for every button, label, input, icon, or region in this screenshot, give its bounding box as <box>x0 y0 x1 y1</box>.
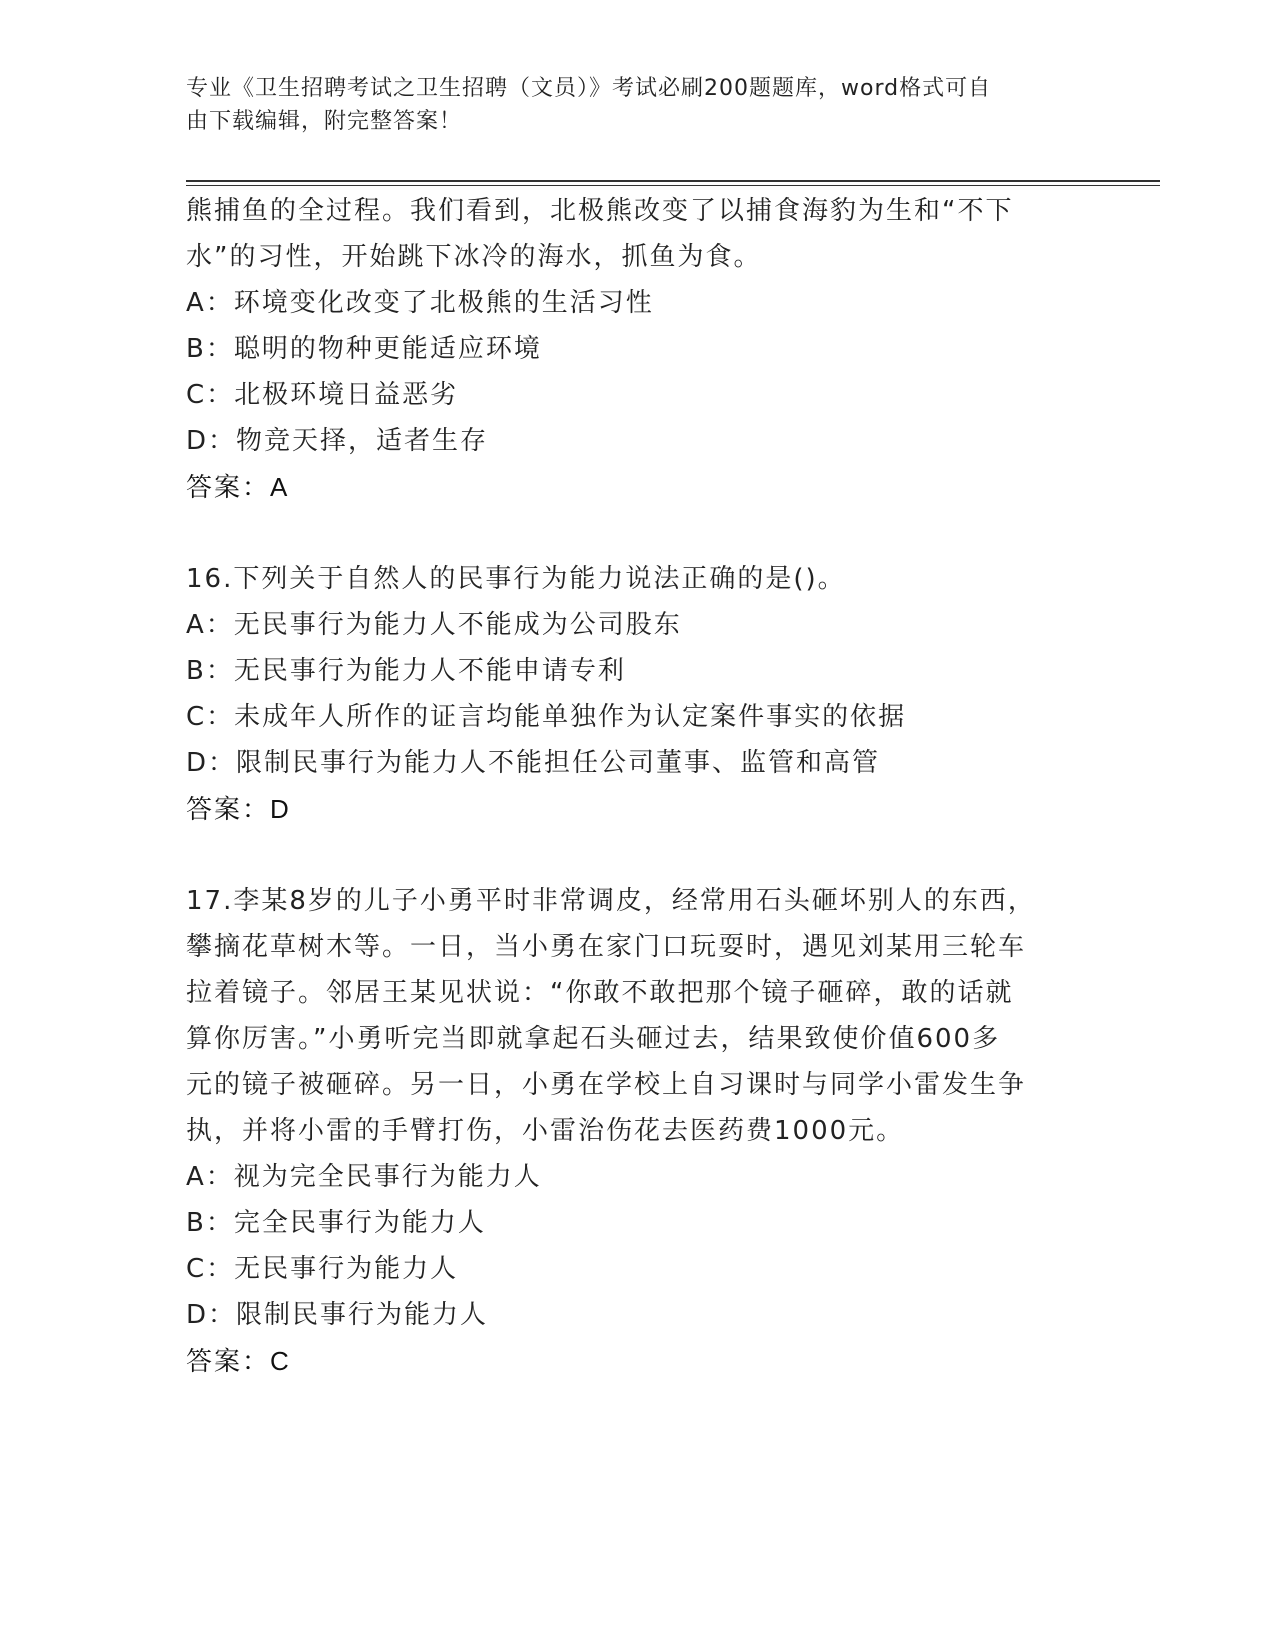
option-b: B：无民事行为能力人不能申请专利 <box>186 656 626 686</box>
question-text-line: 元的镜子被砸碎。另一日，小勇在学校上自习课时与同学小雷发生争 <box>186 1070 1027 1100</box>
option-d: D：限制民事行为能力人不能担任公司董事、监管和高管 <box>186 748 881 778</box>
option-a: A：环境变化改变了北极熊的生活习性 <box>186 288 654 318</box>
spacer <box>186 510 1066 556</box>
option-c: C：北极环境日益恶劣 <box>186 380 459 410</box>
header-line-1: 专业《卫生招聘考试之卫生招聘（文员）》考试必刷200题题库，word格式可自 <box>186 76 992 101</box>
question-text-line: 执，并将小雷的手臂打伤，小雷治伤花去医药费1000元。 <box>186 1116 905 1146</box>
option-a: A：无民事行为能力人不能成为公司股东 <box>186 610 682 640</box>
spacer <box>186 832 1066 878</box>
question-text-line: 拉着镜子。邻居王某见状说：“你敢不敢把那个镜子砸碎，敢的话就 <box>186 978 1014 1008</box>
option-b: B：聪明的物种更能适应环境 <box>186 334 542 364</box>
option-c: C：无民事行为能力人 <box>186 1254 459 1284</box>
option-c: C：未成年人所作的证言均能单独作为认定案件事实的依据 <box>186 702 907 732</box>
option-b: B：完全民事行为能力人 <box>186 1208 486 1238</box>
option-d: D：物竞天择，适者生存 <box>186 426 489 456</box>
option-d: D：限制民事行为能力人 <box>186 1300 489 1330</box>
question-text-line: 算你厉害。”小勇听完当即就拿起石头砸过去，结果致使价值600多 <box>186 1024 1001 1054</box>
document-header <box>186 72 1086 138</box>
option-a: A：视为完全民事行为能力人 <box>186 1162 542 1192</box>
question-text-line: 水”的习性，开始跳下冰冷的海水，抓鱼为食。 <box>186 242 762 272</box>
header-line-2: 由下载编辑，附完整答案！ <box>186 109 463 134</box>
question-text-line: 16.下列关于自然人的民事行为能力说法正确的是()。 <box>186 564 846 594</box>
question-text-line: 攀摘花草树木等。一日，当小勇在家门口玩耍时，遇见刘某用三轮车 <box>186 932 1027 962</box>
answer-label: 答案：C <box>186 1346 291 1376</box>
header-divider-thick <box>186 180 1160 182</box>
question-16 <box>186 556 1066 832</box>
answer-label: 答案：A <box>186 472 290 502</box>
header-divider-thin <box>186 185 1160 186</box>
question-15 <box>186 188 1066 510</box>
question-17 <box>186 878 1066 1384</box>
question-content <box>186 188 1066 1384</box>
answer-label: 答案：D <box>186 794 291 824</box>
question-text-line: 17.李某8岁的儿子小勇平时非常调皮，经常用石头砸坏别人的东西， <box>186 886 1036 916</box>
question-text-line: 熊捕鱼的全过程。我们看到，北极熊改变了以捕食海豹为生和“不下 <box>186 196 1014 226</box>
